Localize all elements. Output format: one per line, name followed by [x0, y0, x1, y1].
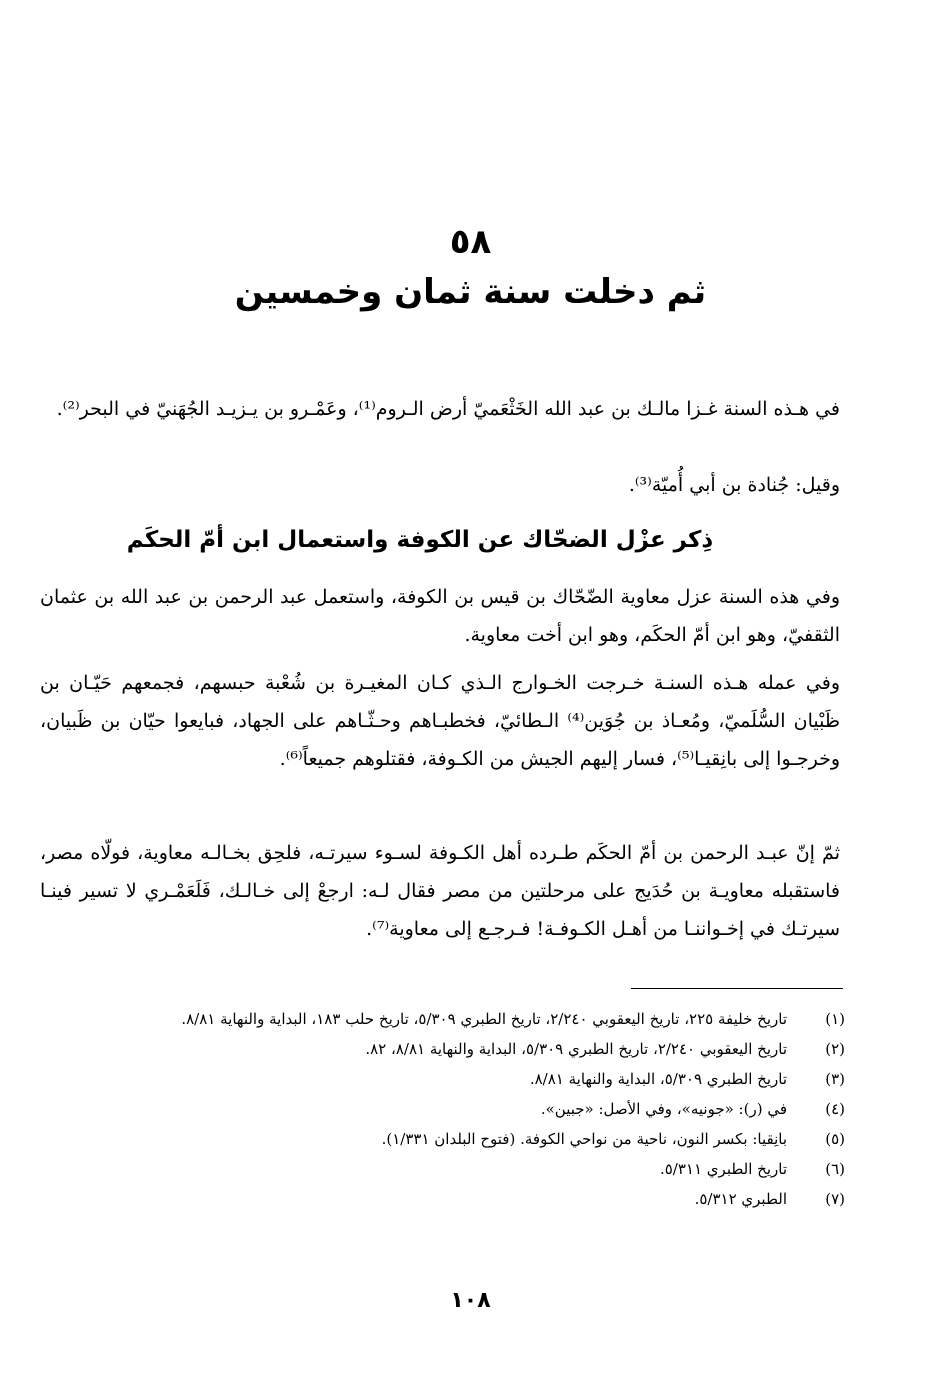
- footnotes: [40, 1004, 845, 1214]
- footnote-divider: [631, 988, 843, 989]
- footnote: [40, 1004, 845, 1034]
- section-paragraph: وفي هذه السنة عزل معاوية الضّحّاك بن قيس بن الكوفة، واستعمل عبد الرحمن بن عبد الله بن عثمان الثقفيّ، وهو ابن أمّ الحكَم، وهو ابن أخت معاوية.: [40, 586, 840, 646]
- footnote: [40, 1154, 845, 1184]
- chapter-number: ٥٨: [449, 222, 492, 262]
- footnote-text: تاريخ اليعقوبي ٢/٢٤٠، تاريخ الطبري ٥/٣٠٩، البداية والنهاية ٨/٨١، ٨٢.: [365, 1040, 787, 1058]
- footnote-text: تاريخ الطبري ٥/٣١١.: [659, 1160, 787, 1178]
- footnote-text: تاريخ الطبري ٥/٣٠٩، البداية والنهاية ٨/٨١.: [529, 1070, 787, 1088]
- footnote: [40, 1184, 845, 1214]
- footnote: [40, 1034, 845, 1064]
- chapter-title: ثم دخلت سنة ثمان وخمسين: [234, 272, 707, 312]
- footnote-number: (٢): [825, 1040, 845, 1058]
- paragraph-alternate-report: وقيل: جُنادة بن أبي أُميّة⁽³⁾.: [628, 474, 840, 496]
- footnote: [40, 1094, 845, 1124]
- footnote: [40, 1064, 845, 1094]
- paragraph-intro: في هـذه السنة غـزا مالـك بن عبد الله الخَثْعَميّ أرض الـروم⁽¹⁾، وعَمْـرو بن يـزيـد الجُهَنيّ في البحر⁽²⁾.: [56, 398, 840, 420]
- section-heading: ذِكر عزْل الضحّاك عن الكوفة واستعمال ابن أمّ الحكَم: [126, 527, 714, 553]
- footnote-number: (٧): [825, 1190, 845, 1208]
- footnote-number: (٤): [825, 1100, 845, 1118]
- footnote-text: تاريخ خليفة ٢٢٥، تاريخ اليعقوبي ٢/٢٤٠، تاريخ الطبري ٥/٣٠٩، تاريخ حلب ١٨٣، البداية والنهاية ٨/٨١.: [181, 1010, 787, 1028]
- footnote-number: (٦): [825, 1160, 845, 1178]
- footnote-number: (٥): [825, 1130, 845, 1148]
- section-paragraph: ثمّ إنّ عبـد الرحمن بن أمّ الحكَم طـرده أهل الكـوفة لسـوء سيرتـه، فلحِق بخـالـه معاوية، فولّاه مصر، فاستقبله معاويـة بن حُدَيج على مرحلتين من مصر فقال لـه: ارجعْ إلى خـالـك، فَلَعَمْـري لا تسير فينـا سيرتـك في إخـواننـا من أهـل الكـوفـة! فـرجـع إلى معاوية⁽⁷⁾.: [40, 842, 840, 940]
- footnote-number: (٣): [825, 1070, 845, 1088]
- page-number: ١٠٨: [450, 1288, 491, 1313]
- footnote-text: بانِقيا: بكسر النون، ناحية من نواحي الكوفة. (فتوح البلدان ١/٣٣١).: [381, 1130, 787, 1148]
- footnote: [40, 1124, 845, 1154]
- footnote-text: الطبري ٥/٣١٢.: [694, 1190, 787, 1208]
- footnote-number: (١): [825, 1010, 845, 1028]
- footnote-text: في (ر): «جونيه»، وفي الأصل: «جبين».: [540, 1100, 787, 1118]
- section-paragraph: وفي عمله هـذه السنـة خـرجت الخـوارج الـذي كـان المغيـرة بن شُعْبة حبسهم، فجمعهم حَيّـان بن ظَبْيان السُّلَميّ، ومُعـاذ بن جُوَين⁽⁴⁾ الـطائيّ، فخطبـاهم وحـثّـاهم على الجهاد، فبايعوا حيّان بن ظَبيان، وخرجـوا إلى بانِقيـا⁽⁵⁾، فسار إليهم الجيش من الكـوفة، فقتلوهم جميعاً⁽⁶⁾.: [40, 672, 840, 770]
